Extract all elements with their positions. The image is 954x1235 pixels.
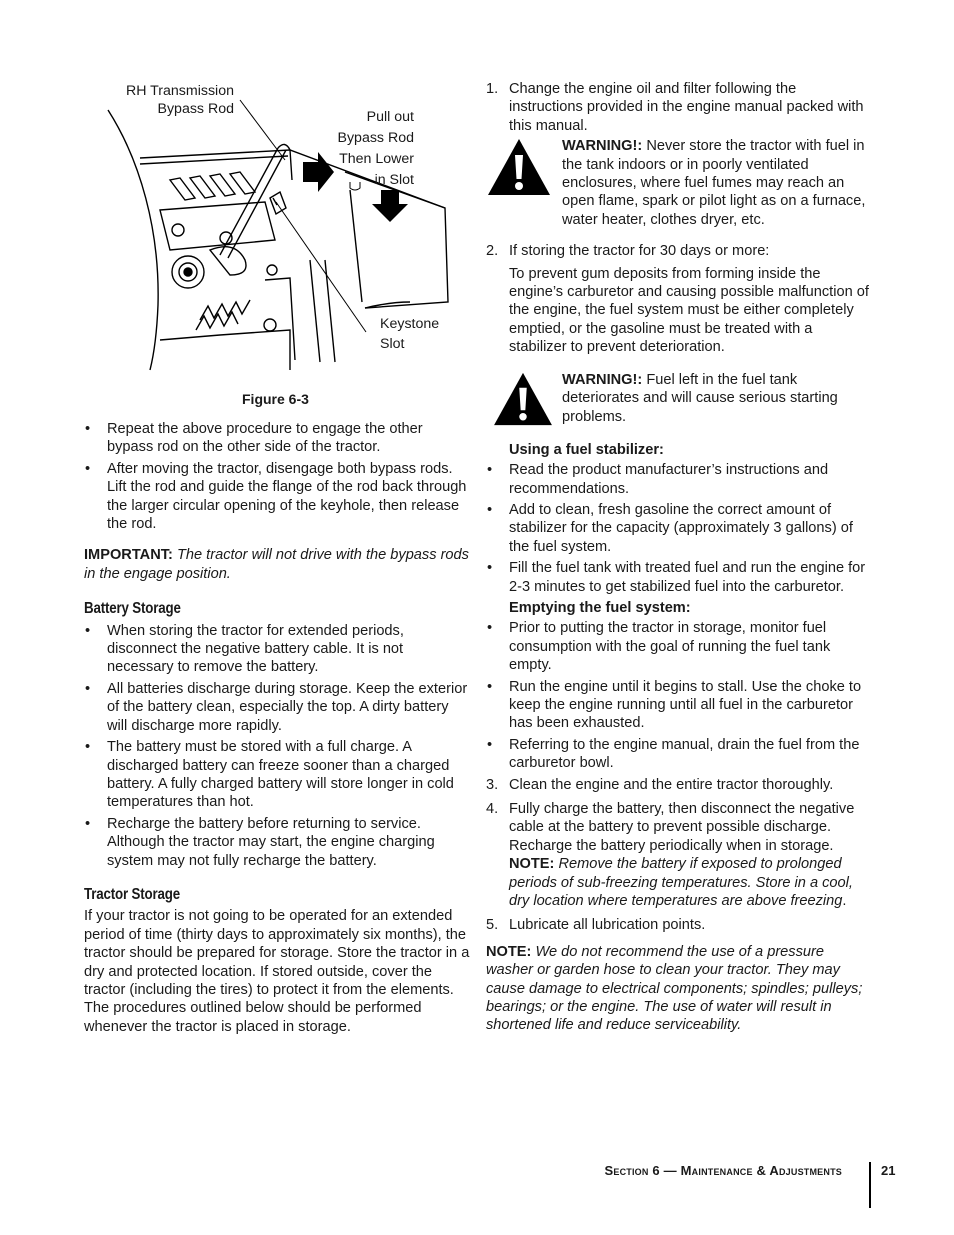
footer-section-title: Section 6 — Maintenance & Adjustments	[604, 1163, 842, 1178]
important-label: IMPORTANT:	[84, 547, 173, 564]
tractor-storage-paragraph: If your tractor is not going to be operated for an extended period of time (thirty days to approximately six months), the tractor should be prepared for storage. Store the tractor in a dry and protected location. If stored outside, cover the tractor (including the tires) to protect it from the elements. The procedures outlined below should be performed whenever the tractor is placed in storage.	[84, 908, 470, 1035]
label-line: Bypass Rod	[337, 130, 414, 146]
emptying-heading: Emptying the fuel system:	[509, 599, 691, 616]
step-number: 1.	[486, 81, 499, 97]
step-4-note-text: Remove the battery if exposed to prolonged periods of sub-freezing temperatures. Store in a cool, dry location where temperatures are above freezing	[509, 856, 853, 910]
warning-triangle-icon	[492, 371, 554, 427]
step-3	[486, 776, 870, 794]
left-column	[84, 420, 470, 1036]
warning-text	[562, 137, 870, 229]
step-4	[486, 800, 870, 910]
stabilizer-heading: Using a fuel stabilizer:	[509, 441, 664, 458]
step-1	[486, 80, 870, 135]
page-number: 21	[881, 1163, 896, 1178]
list-item: • Fill the fuel tank with treated fuel and run the engine for 2-3 minutes to get stabilized fuel into the carburetor.	[486, 559, 870, 596]
list-item: • Referring to the engine manual, drain the fuel from the carburetor bowl.	[486, 736, 870, 773]
step-number: 3.	[486, 776, 499, 793]
step-text: Clean the engine and the entire tractor thoroughly.	[509, 776, 834, 793]
rh-rod-label	[126, 82, 234, 118]
step-number: 2.	[486, 243, 499, 260]
step-4-note-end: .	[842, 893, 847, 910]
label-line: Keystone	[380, 316, 440, 332]
warning-body: Never store the tractor with fuel in the tank indoors or in poorly ventilated enclosures, where fuel fumes may reach an open flame, spark or pilot light as on a furnace, water heater, clothes dryer, etc.	[562, 138, 866, 228]
list-item: • Repeat the above procedure to engage the other bypass rod on the other side of the tractor.	[84, 420, 470, 457]
warning-label: WARNING!:	[562, 371, 643, 388]
pull-out-label	[338, 107, 415, 191]
list-item: • Read the product manufacturer’s instructions and recommendations.	[486, 461, 870, 498]
step-2	[486, 242, 870, 260]
list-item: • Prior to putting the tractor in storage, monitor fuel consumption with the goal of running the fuel tank empty.	[486, 619, 870, 674]
list-item: • Run the engine until it begins to stall. Use the choke to keep the engine running until all fuel in the carburetor has been exhausted.	[486, 678, 870, 733]
step-5	[486, 916, 870, 934]
battery-bullets	[84, 622, 470, 870]
right-column	[486, 80, 870, 1035]
warning-fuel-deteriorates	[486, 371, 870, 437]
step-2-paragraph: To prevent gum deposits from forming inside the engine’s carburetor and causing possible malfunction of the engine, the fuel system must be either completely emptied, or the gasoline must be treated with a stabilizer to prevent deterioration.	[509, 265, 869, 356]
label-line: Slot	[380, 336, 405, 352]
list-item: • All batteries discharge during storage. Keep the exterior of the battery clean, especially the top. A dirty battery will discharge more rapidly.	[84, 680, 470, 735]
pressure-washer-note	[486, 943, 870, 1035]
battery-storage-heading: Battery Storage	[84, 600, 181, 618]
list-item: • When storing the tractor for extended periods, disconnect the negative battery cable. It is not necessary to remove the battery.	[84, 622, 470, 677]
label-line: Pull out	[366, 109, 414, 125]
important-text: The tractor will not drive with the bypass rods in the engage position.	[84, 547, 469, 582]
step-number: 5.	[486, 917, 499, 934]
label-line: in Slot	[374, 172, 414, 188]
label-line: Bypass Rod	[157, 101, 234, 117]
note-label: NOTE:	[486, 943, 532, 960]
label-line: Then Lower	[339, 151, 414, 167]
tractor-storage-heading: Tractor Storage	[84, 885, 180, 903]
footer-divider	[869, 1162, 871, 1208]
emptying-bullets	[486, 619, 870, 772]
warning-label: WARNING!:	[562, 138, 643, 155]
warning-fuel-storage	[486, 137, 870, 229]
bypass-bullets	[84, 420, 470, 533]
list-item: • Recharge the battery before returning to service. Although the tractor may start, the engine charging system may not fully recharge the battery.	[84, 815, 470, 870]
list-item: • After moving the tractor, disengage both bypass rods. Lift the rod and guide the flange of the rod back through the larger circular opening of the keyhole, then release the rod.	[84, 460, 470, 534]
step-text: Lubricate all lubrication points.	[509, 917, 706, 934]
figure-caption: Figure 6-3	[242, 391, 309, 407]
step-4-note-label: NOTE:	[509, 856, 555, 873]
note-text: We do not recommend the use of a pressure washer or garden hose to clean your tractor. They may cause damage to electrical components; spindles; pulleys; bearings; or the engine. The use of water will result in shortened life and reduce serviceability.	[486, 943, 863, 1034]
list-item: • The battery must be stored with a full charge. A discharged battery can freeze sooner than a charged battery. A fully charged battery will store longer in cold temperatures than hot.	[84, 738, 470, 812]
step-text: Change the engine oil and filter following the instructions provided in the engine manual packed with this manual.	[509, 81, 864, 134]
step-number: 4.	[486, 801, 499, 817]
important-note	[84, 546, 470, 583]
step-text: If storing the tractor for 30 days or more:	[509, 243, 770, 260]
list-item: • Add to clean, fresh gasoline the correct amount of stabilizer for the capacity (approximately 3 gallons) of the fuel system.	[486, 501, 870, 556]
label-line: RH Transmission	[125, 83, 234, 99]
stabilizer-bullets	[486, 461, 870, 596]
warning-body: Fuel left in the fuel tank deteriorates and will cause serious starting problems.	[562, 371, 838, 425]
warning-triangle-icon	[486, 137, 552, 197]
keystone-slot-label	[380, 314, 439, 354]
warning-text	[562, 371, 870, 426]
step-text: Fully charge the battery, then disconnect the negative cable at the battery to prevent possible discharge. Recharge the battery periodically when in storage.	[509, 801, 855, 854]
